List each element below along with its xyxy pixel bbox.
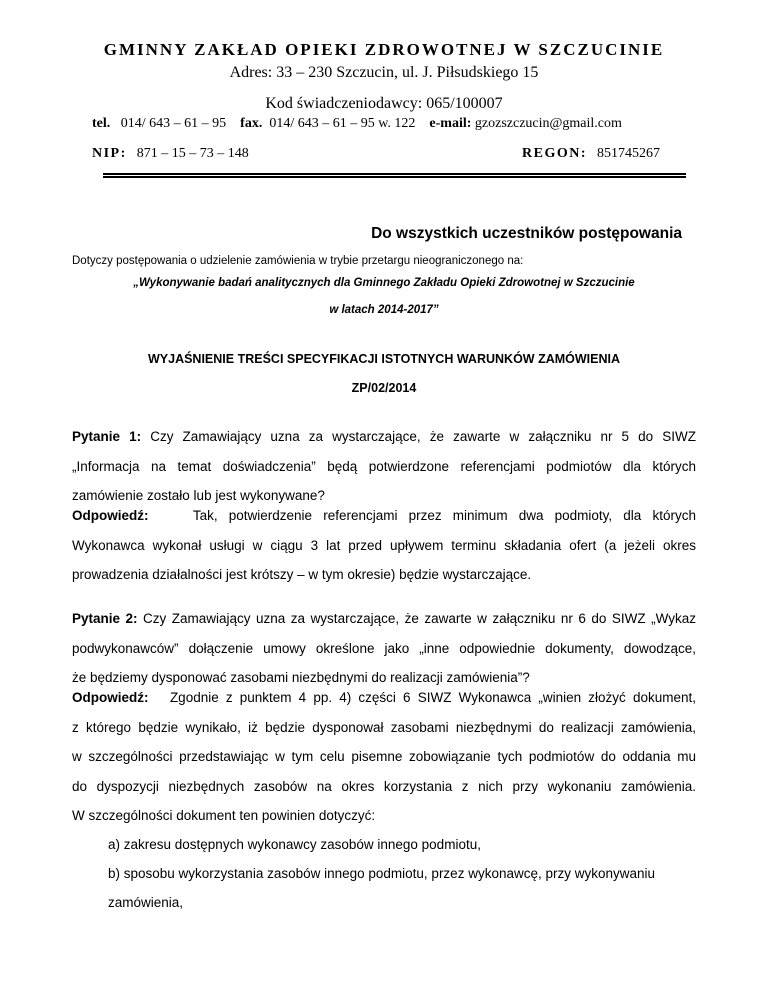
question-2-line xyxy=(72,604,696,634)
question-2-line: że będziemy dysponować zasobami niezbędnymi do realizacji zamówienia”? xyxy=(72,670,530,685)
answer-2-text: Zgodnie z punktem 4 pp. 4) części 6 SIWZ Wykonawca „winien złożyć dokument, xyxy=(169,690,696,705)
document-heading: WYJAŚNIENIE TREŚCI SPECYFIKACJI ISTOTNYCH WARUNKÓW ZAMÓWIENIA xyxy=(147,352,620,366)
email-value[interactable]: gzozszczucin@gmail.com xyxy=(474,116,622,131)
regon-value: 851745267 xyxy=(597,146,660,161)
question-1 xyxy=(72,422,696,511)
answer-1-line: prowadzenia działalności jest krótszy – w tym okresie) będzie wystarczające. xyxy=(72,567,532,582)
regarding-text: Dotyczy postępowania o udzielenie zamówienia w trybie przetargu nieograniczonego na: xyxy=(72,255,524,267)
org-address: Adres: 33 – 230 Szczucin, ul. J. Piłsudskiego 15 xyxy=(229,64,539,81)
header-divider xyxy=(103,173,686,178)
answer-2 xyxy=(72,683,696,831)
org-name: GMINNY ZAKŁAD OPIEKI ZDROWOTNEJ W SZCZUCINIE xyxy=(103,40,665,59)
answer-2-line: w szczególności przedstawiając w tym celu pisemne zobowiązanie tych podmiotów do oddania mu xyxy=(72,749,696,764)
list-item-b: b) sposobu wykorzystania zasobów innego podmiotu, przez wykonawcę, przy wykonywaniu xyxy=(108,866,656,881)
list-item-b-continued: zamówienia, xyxy=(108,895,184,910)
nip-label: NIP: xyxy=(92,146,127,161)
fax-value: 014/ 643 – 61 – 95 w. 122 xyxy=(269,116,416,131)
answer-1-line: Wykonawca wykonał usługi w ciągu 3 lat przed upływem terminu składania ofert (a jeżeli okres xyxy=(72,537,696,553)
provider-code: Kod świadczeniodawcy: 065/100007 xyxy=(265,95,503,112)
question-2 xyxy=(72,604,696,693)
answer-1-line xyxy=(72,501,696,531)
answer-2-label: Odpowiedź: xyxy=(72,690,149,705)
question-1-label: Pytanie 1: xyxy=(72,429,142,444)
nip-line xyxy=(92,146,249,162)
question-2-line: podwykonawców” dołączenie umowy określone jako „inne odpowiednie dokumenty, dowodzące, xyxy=(72,640,696,656)
answer-1 xyxy=(72,501,696,590)
question-1-line: zamówienie zostało lub jest wykonywane? xyxy=(72,488,325,503)
answer-1-text: Tak, potwierdzenie referencjami przez minimum dwa podmioty, dla których xyxy=(192,508,696,523)
answer-2-line xyxy=(72,683,696,713)
answer-2-line: W szczególności dokument ten powinien dotyczyć: xyxy=(72,808,376,823)
email-label: e-mail: xyxy=(429,116,472,131)
question-1-line: „Informacja na temat doświadczenia” będą potwierdzone referencjami podmiotów dla których xyxy=(72,458,696,474)
tel-value: 014/ 643 – 61 – 95 xyxy=(120,116,227,131)
question-1-line xyxy=(72,422,696,452)
answer-1-label: Odpowiedź: xyxy=(72,508,149,523)
nip-value: 871 – 15 – 73 – 148 xyxy=(136,146,249,161)
recipient: Do wszystkich uczestników postępowania xyxy=(371,225,682,242)
regon-label: REGON: xyxy=(522,146,587,161)
reference-number: ZP/02/2014 xyxy=(351,381,417,395)
procurement-title-line1: „Wykonywanie badań analitycznych dla Gminnego Zakładu Opieki Zdrowotnej w Szczucinie xyxy=(133,277,635,289)
fax-label: fax. xyxy=(240,116,263,131)
answer-2-line: z którego będzie wynikało, iż będzie dysponował zasobami niezbędnymi do realizacji zamówienia, xyxy=(72,719,696,735)
regon-line xyxy=(522,146,660,162)
question-2-text: Czy Zamawiający uzna za wystarczające, że zawarte w załączniku nr 6 do SIWZ „Wykaz xyxy=(143,611,696,626)
question-1-text: Czy Zamawiający uzna za wystarczające, że zawarte w załączniku nr 5 do SIWZ xyxy=(150,429,696,444)
list-item-a: a) zakresu dostępnych wykonawcy zasobów innego podmiotu, xyxy=(108,837,481,852)
question-2-label: Pytanie 2: xyxy=(72,611,138,626)
procurement-title-line2: w latach 2014-2017” xyxy=(329,304,439,316)
tel-label: tel. xyxy=(92,116,111,131)
contact-line xyxy=(92,116,712,132)
answer-2-line: do dyspozycji niezbędnych zasobów na okres korzystania z nich przy wykonaniu zamówienia. xyxy=(72,778,696,794)
